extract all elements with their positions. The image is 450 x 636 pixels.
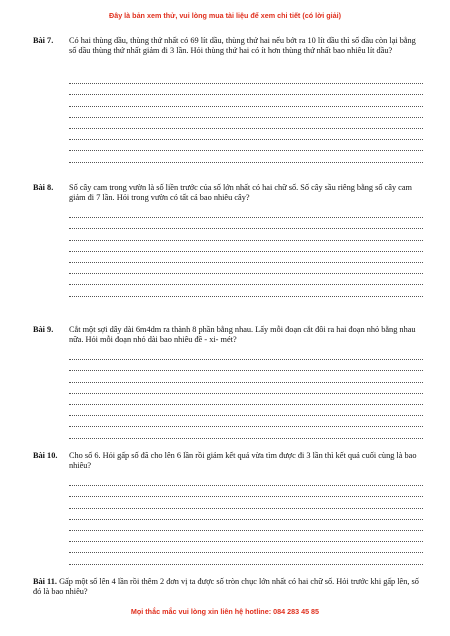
answer-lines [69, 207, 423, 297]
answer-line[interactable] [69, 394, 423, 405]
answer-line[interactable] [69, 475, 423, 486]
problem-text: Có hai thùng dầu, thùng thứ nhất có 69 lít dầu, thùng thứ hai nếu bớt ra 10 lít dầu thì số dầu còn lại bằng số dầu thùng thứ nhất giảm đi 3 lần. Hỏi thùng thứ hai có ít hơn thùng thứ nhất bao nhiêu lít dầu? [69, 36, 416, 56]
hotline-notice: Mọi thắc mắc vui lòng xin liên hệ hotline: 084 283 45 85 [130, 607, 320, 616]
answer-line[interactable] [69, 95, 423, 106]
problem-label: Bài 7. [33, 36, 54, 45]
problem-label: Bài 11. [33, 577, 57, 586]
answer-line[interactable] [69, 520, 423, 531]
answer-line[interactable] [69, 252, 423, 263]
answer-lines [69, 475, 423, 565]
answer-line[interactable] [69, 416, 423, 427]
problem-label: Bài 10. [33, 451, 58, 460]
answer-line[interactable] [69, 73, 423, 84]
answer-line[interactable] [69, 405, 423, 416]
answer-line[interactable] [69, 553, 423, 564]
answer-line[interactable] [69, 427, 423, 438]
answer-line[interactable] [69, 107, 423, 118]
answer-line[interactable] [69, 151, 423, 162]
answer-line[interactable] [69, 497, 423, 508]
preview-notice: Đây là bản xem thử, vui lòng mua tài liệu để xem chi tiết (có lời giải) [109, 11, 341, 20]
answer-line[interactable] [69, 349, 423, 360]
answer-line[interactable] [69, 509, 423, 520]
problem-text: Cắt một sợi dây dài 6m4dm ra thành 8 phần bằng nhau. Lấy mỗi đoạn cắt đôi ra hai đoạn nhỏ bằng nhau nữa. Hỏi mỗi đoạn nhỏ dài bao nhiêu đề - xi- mét? [69, 325, 416, 345]
answer-line[interactable] [69, 129, 423, 140]
answer-line[interactable] [69, 241, 423, 252]
answer-line[interactable] [69, 263, 423, 274]
answer-lines [69, 349, 423, 439]
problem-text: Cho số 6. Hỏi gấp số đã cho lên 6 lần rồi giảm kết quả vừa tìm được đi 3 lần thì kết quả cuối cùng là bao nhiêu? [69, 451, 417, 471]
answer-lines [69, 73, 423, 163]
problem-label: Bài 8. [33, 183, 54, 192]
problem-text: Số cây cam trong vườn là số liền trước của số lớn nhất có hai chữ số. Số cây sầu riêng bằng số cây cam giảm đi 7 lần. Hỏi trong vườn có tất cả bao nhiêu cây? [69, 183, 412, 203]
answer-line[interactable] [69, 285, 423, 296]
answer-line[interactable] [69, 383, 423, 394]
answer-line[interactable] [69, 531, 423, 542]
answer-line[interactable] [69, 140, 423, 151]
problem-label: Bài 9. [33, 325, 54, 334]
answer-line[interactable] [69, 360, 423, 371]
answer-line[interactable] [69, 229, 423, 240]
answer-line[interactable] [69, 218, 423, 229]
answer-line[interactable] [69, 542, 423, 553]
answer-line[interactable] [69, 486, 423, 497]
problem-text: Gấp một số lên 4 lần rồi thêm 2 đơn vị ta được số tròn chục lớn nhất có hai chữ số. Hỏi trước khi gấp lên, số đó là bao nhiêu? [33, 577, 419, 597]
answer-line[interactable] [69, 274, 423, 285]
answer-line[interactable] [69, 371, 423, 382]
answer-line[interactable] [69, 84, 423, 95]
answer-line[interactable] [69, 207, 423, 218]
answer-line[interactable] [69, 118, 423, 129]
